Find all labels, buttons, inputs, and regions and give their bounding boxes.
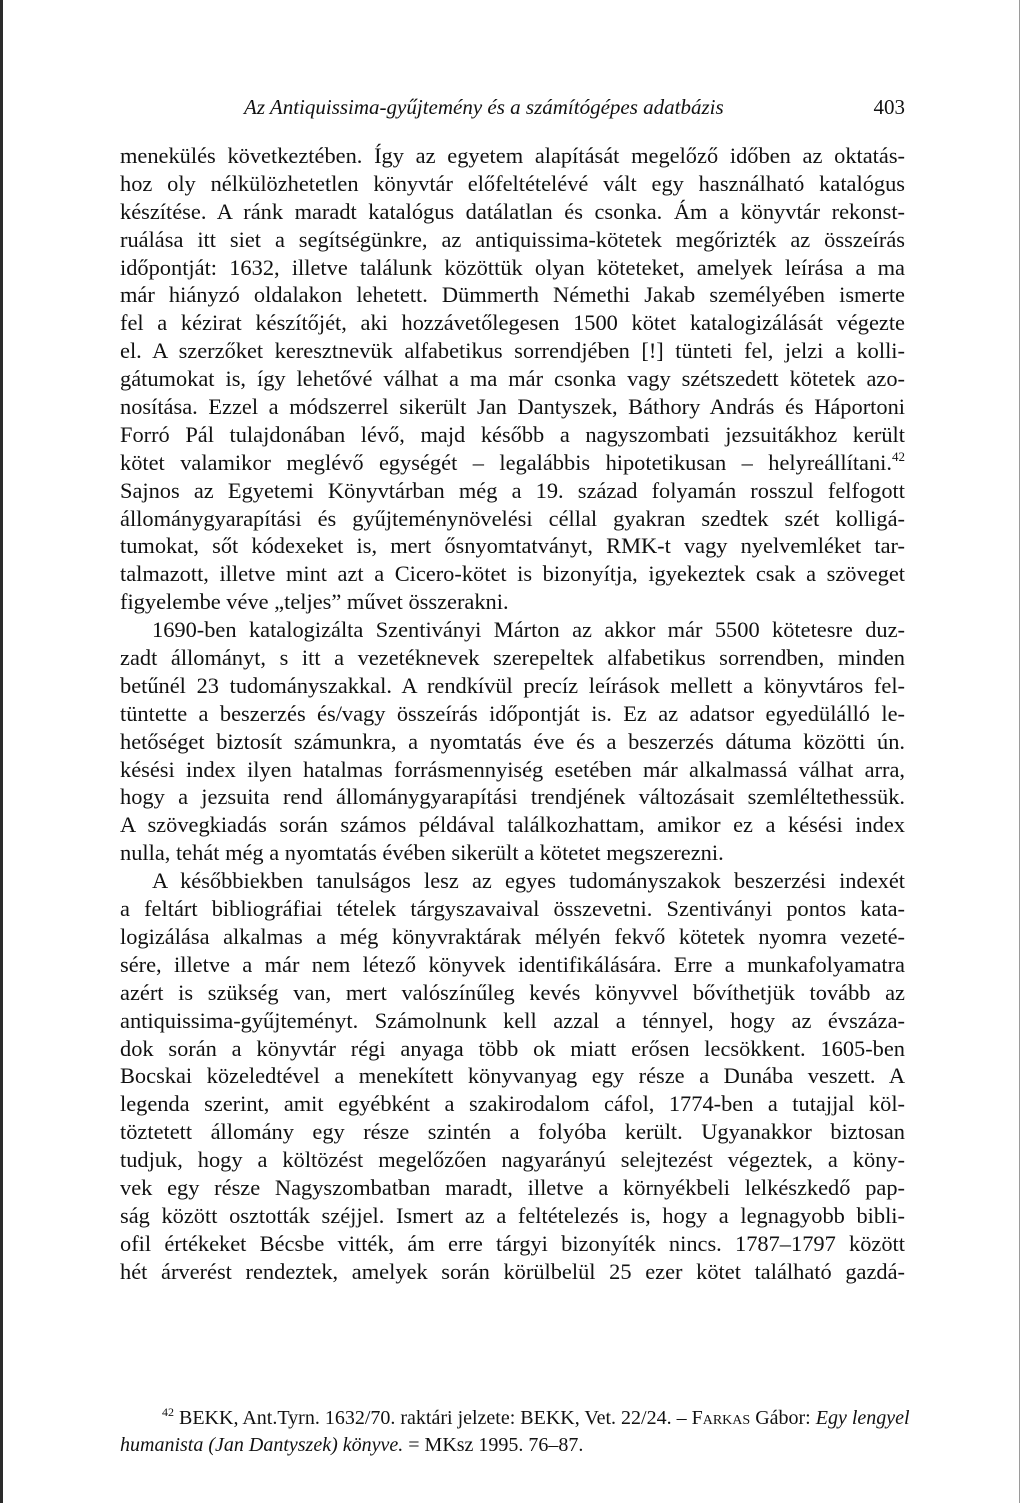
text-line: figyelembe véve „teljes” művet összerakni. <box>120 589 509 615</box>
text-line: töztetett állomány egy része szintén a folyóba került. Ugyanakkor biztosan <box>120 1119 905 1145</box>
footnote-text-part1: BEKK, Ant.Tyrn. 1632/70. raktári jelzete: BEKK, Vet. 22/24. – <box>179 1407 687 1429</box>
scan-edge-left <box>0 0 3 1503</box>
text-line: menekülés következtében. Így az egyetem alapítását megelőző időben az oktatás- <box>120 143 905 168</box>
text-line: antiquissima-gyűjteményt. Számolnunk kell azzal a ténnyel, hogy az évszáza- <box>120 1007 905 1033</box>
text-line: legenda szerint, amit egyébként a szakirodalom cáfol, 1774-ben a tutajjal köl- <box>120 1091 905 1117</box>
footnote-text-part2: Gábor: <box>755 1407 811 1429</box>
text-line: A szövegkiadás során számos példával találkozhattam, amikor ez a késési index <box>120 812 905 838</box>
text-line: fel a kézirat készítőjét, aki hozzávetőlegesen 1500 kötet katalogizálását végezte <box>120 310 905 336</box>
text-line: nulla, tehát még a nyomtatás évében sikerült a kötetet megszerezni. <box>120 840 724 866</box>
page-header <box>120 92 905 122</box>
body-text <box>120 142 905 1286</box>
page-number: 403 <box>873 95 905 119</box>
text-line: tüntette a beszerzés és/vagy összeírás időpontját is. Ez az adatsor egyedülálló le- <box>120 700 905 726</box>
text-line: talmazott, illetve mint azt a Cicero-kötet is bizonyítja, igyekeztek csak a szöveget <box>120 561 905 587</box>
text-line: zadt állományt, s itt a vezetéknevek szerepeltek alfabetikus sorrendben, minden <box>120 645 905 671</box>
text-line: sére, illetve a már nem létező könyvek identifikálására. Erre a munkafolyamatra <box>120 951 905 977</box>
text-line: nosítása. Ezzel a módszerrel sikerült Jan Dantyszek, Báthory András és Háportoni <box>120 394 905 420</box>
text-line: hét árverést rendeztek, amelyek során körülbelül 25 ezer kötet található gazdá- <box>120 1258 905 1284</box>
text-line: azért is szükség van, mert valószínűleg kevés könyvvel bővíthetjük tovább az <box>120 979 905 1005</box>
running-title: Az Antiquissima-gyűjtemény és a számítógépes adatbázis <box>244 95 724 119</box>
text-line: dok során a könyvtár régi anyaga több ok miatt erősen lecsökkent. 1605-ben <box>120 1035 905 1061</box>
footnote-text-part3: = MKsz 1995. 76–87. <box>408 1434 584 1456</box>
text-line: vek egy része Nagyszombatban maradt, illetve a környékbeli lelkészkedő pap- <box>120 1174 905 1200</box>
footnote-number: 42 <box>162 1405 174 1419</box>
text-line: hogy a jezsuita rend állománygyarapítási trendjének változásait szemléltethessük. <box>120 784 905 810</box>
text-line: Forró Pál tulajdonában lévő, majd később a nagyszombati jezsuitákhoz került <box>120 421 905 447</box>
text-line: el. A szerzőket keresztnevük alfabetikus sorrendjében [!] tünteti fel, jelzi a kolli- <box>120 338 905 364</box>
text-line: ofil értékeket Bécsbe vitték, ám erre tárgyi bizonyíték nincs. 1787–1797 között <box>120 1230 905 1256</box>
text-line: ruálása itt siet a segítségünkre, az antiquissima-kötetek megőrizték az összeírás <box>120 226 905 252</box>
footnote <box>120 1405 910 1459</box>
text-line: időpontját: 1632, illetve találunk közöttük olyan köteteket, amelyek leírása a ma <box>120 254 905 280</box>
text-line: Sajnos az Egyetemi Könyvtárban még a 19. század folyamán rosszul felfogott <box>120 477 905 503</box>
text-line: tumokat, sőt kódexeket is, mert ősnyomtatványt, RMK-t vagy nyelvemléket tar- <box>120 533 905 559</box>
footnote-author-lastname: Farkas <box>691 1407 751 1429</box>
text-line: készítése. A ránk maradt katalógus datálatlan és csonka. Ám a könyvtár rekonst- <box>120 198 905 224</box>
text-line-with-footnote-ref <box>120 449 905 477</box>
footnote-line-1 <box>120 1405 910 1432</box>
text-line: már hiányzó oldalakon lehetett. Dümmerth Némethi Jakab személyében ismerte <box>120 282 905 308</box>
text-line: logizálása alkalmas a még könyvraktárak mélyén fekvő kötetek nyomra vezeté- <box>120 923 905 949</box>
text-line: Bocskai közeledtével a menekített könyvanyag egy része a Dunába veszett. A <box>120 1063 905 1089</box>
footnote-line-2 <box>120 1432 905 1459</box>
text-line: állománygyarapítási és gyűjteménynövelési céllal gyakran szedtek szét kolligá- <box>120 505 905 531</box>
text-line: betűnél 23 tudományszakkal. A rendkívül precíz leírások mellett a könyvtáros fel- <box>120 672 905 698</box>
text-line: késési index ilyen hatalmas forrásmennyiség esetében már alkalmassá válhat arra, <box>120 756 905 782</box>
footnote-reference[interactable]: 42 <box>892 448 905 464</box>
text-line: gátumokat is, így lehetővé válhat a ma már csonka vagy szétszedett kötetek azo- <box>120 366 905 392</box>
text-line: hoz oly nélkülözhetetlen könyvtár előfeltételévé vált egy használható katalógus <box>120 170 905 196</box>
footnote-title-line2: humanista (Jan Dantyszek) könyve. <box>120 1434 404 1456</box>
text-line: tudjuk, hogy a költözést megelőzően nagyarányú selejtezést végeztek, a köny- <box>120 1147 905 1173</box>
text-line: hetőséget biztosít számunkra, a nyomtatás éve és a beszerzés dátuma közötti ún. <box>120 728 905 754</box>
footnote-title-line1: Egy lengyel <box>815 1407 910 1429</box>
text-line: 1690-ben katalogizálta Szentiványi Márton az akkor már 5500 kötetesre duz- <box>152 617 905 643</box>
scan-edge-right <box>1019 0 1020 1503</box>
text-line: ság között osztották széjjel. Ismert az a feltételezés is, hogy a legnagyobb bibli- <box>120 1202 905 1228</box>
text-line: A későbbiekben tanulságos lesz az egyes tudományszakok beszerzési indexét <box>152 868 905 894</box>
text-line-content: kötet valamikor meglévő egységét – legalábbis hipotetikusan – helyreállítani. <box>120 449 892 475</box>
text-line: a feltárt bibliográfiai tételek tárgyszavaival összevetni. Szentiványi pontos kata- <box>120 896 905 922</box>
